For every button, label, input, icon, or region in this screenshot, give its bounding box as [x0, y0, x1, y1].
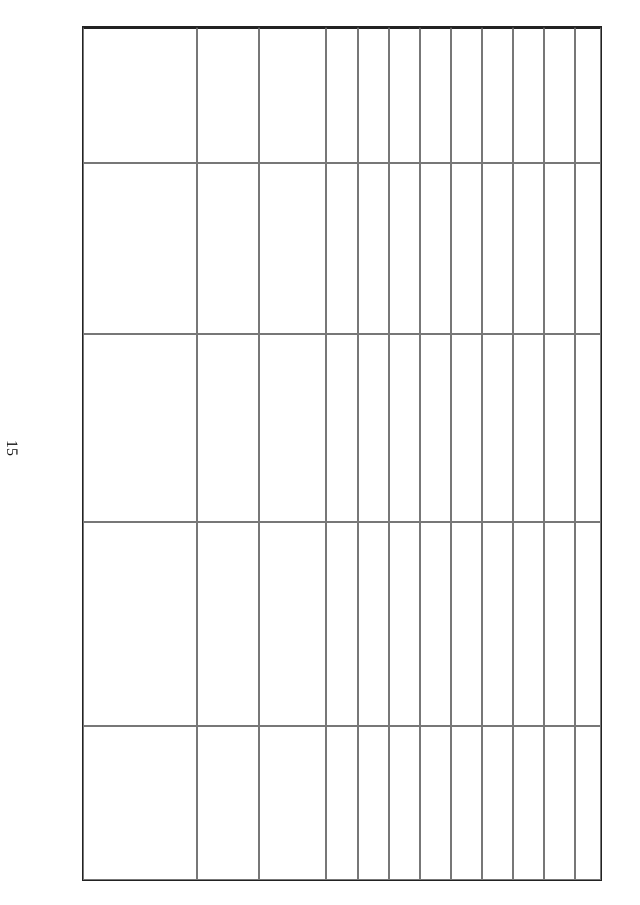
table-cell — [451, 334, 482, 522]
table-cell — [451, 163, 482, 334]
table-cell — [482, 522, 513, 727]
table-cell — [482, 334, 513, 522]
table-cell — [544, 163, 575, 334]
table-cell — [197, 163, 259, 334]
table-cell — [575, 334, 601, 522]
table-cell — [389, 726, 420, 880]
table-cell — [83, 334, 197, 522]
table-cell — [197, 27, 259, 163]
table-cell — [389, 27, 420, 163]
table-cell — [575, 726, 601, 880]
table-cell — [259, 163, 326, 334]
table-cell — [358, 522, 389, 727]
table-cell — [451, 27, 482, 163]
table-cell — [544, 726, 575, 880]
table-grid — [83, 27, 601, 880]
table-cell — [358, 163, 389, 334]
table-cell — [482, 163, 513, 334]
table-cell — [358, 334, 389, 522]
table-cell — [389, 163, 420, 334]
table-cell — [513, 334, 544, 522]
table-cell — [420, 163, 451, 334]
table-cell — [259, 726, 326, 880]
table-cell — [326, 726, 357, 880]
table-cell — [482, 27, 513, 163]
table-cell — [326, 163, 357, 334]
table-cell — [197, 334, 259, 522]
table-cell — [451, 522, 482, 727]
table-cell — [513, 163, 544, 334]
table-cell — [326, 27, 357, 163]
table-cell — [83, 163, 197, 334]
table-cell — [420, 726, 451, 880]
table-cell — [259, 27, 326, 163]
table-cell — [420, 334, 451, 522]
table-cell — [575, 163, 601, 334]
table-cell — [544, 522, 575, 727]
page-number: 15 — [3, 440, 20, 456]
table-cell — [513, 27, 544, 163]
table-cell — [197, 726, 259, 880]
table-cell — [575, 522, 601, 727]
table-cell — [83, 726, 197, 880]
table-cell — [83, 522, 197, 727]
table-cell — [326, 334, 357, 522]
table-cell — [326, 522, 357, 727]
table-cell — [513, 522, 544, 727]
table-cell — [259, 522, 326, 727]
table-cell — [482, 726, 513, 880]
table-cell — [358, 27, 389, 163]
budget-table — [82, 26, 602, 881]
table-cell — [451, 726, 482, 880]
table-cell — [83, 27, 197, 163]
table-cell — [358, 726, 389, 880]
table-cell — [420, 27, 451, 163]
table-cell — [513, 726, 544, 880]
table-cell — [389, 522, 420, 727]
table-cell — [544, 334, 575, 522]
table-cell — [544, 27, 575, 163]
table-cell — [420, 522, 451, 727]
table-cell — [389, 334, 420, 522]
table-cell — [197, 522, 259, 727]
table-cell — [259, 334, 326, 522]
table-cell — [575, 27, 601, 163]
